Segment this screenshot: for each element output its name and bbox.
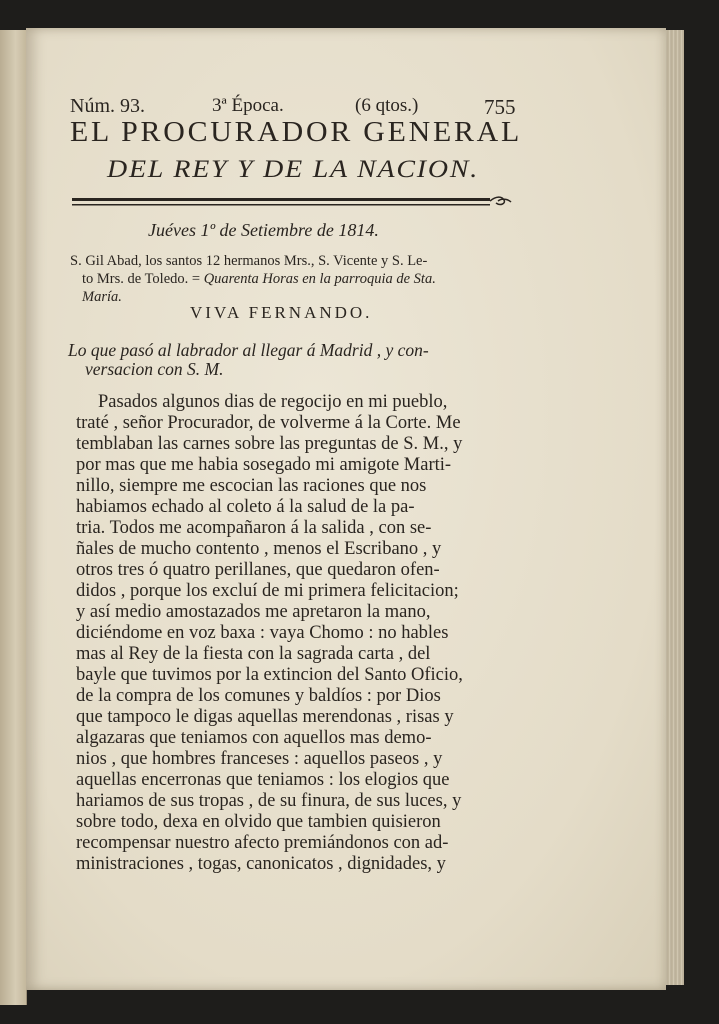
body-line: nillo, siempre me escocian las raciones que nos xyxy=(76,476,427,496)
saints-line-1: S. Gil Abad, los santos 12 hermanos Mrs., S. Vicente y S. Le- xyxy=(70,253,428,269)
body-line: temblaban las carnes sobre las preguntas de S. M., y xyxy=(76,434,463,454)
body-line: y así medio amostazados me apretaron la mano, xyxy=(76,602,431,622)
saints-line-3: María. xyxy=(82,289,122,305)
body-line: habiamos echado al coleto á la salud de la pa- xyxy=(76,497,415,517)
body-line: mas al Rey de la fiesta con la sagrada carta , del xyxy=(76,644,431,664)
body-line: aquellas encerronas que teniamos : los elogios que xyxy=(76,770,450,790)
left-page-edge xyxy=(0,30,27,1005)
saints-line-2 xyxy=(82,270,436,288)
body-line: sobre todo, dexa en olvido que tambien quisieron xyxy=(76,812,441,832)
body-line: Pasados algunos dias de regocijo en mi pueblo, xyxy=(98,392,448,412)
article-heading-line-2: versacion con S. M. xyxy=(85,359,224,379)
issue-number: Núm. 93. xyxy=(70,95,145,117)
body-line: que tampoco le digas aquellas merendonas , risas y xyxy=(76,707,454,727)
motto: VIVA FERNANDO. xyxy=(190,303,373,322)
body-line: algazaras que teniamos con aquellos mas demo- xyxy=(76,728,432,748)
ornamental-rule xyxy=(72,196,512,209)
body-line: recompensar nuestro afecto premiándonos con ad- xyxy=(76,833,449,853)
saints-line-2b: Quarenta Horas en la parroquia de Sta. xyxy=(203,271,436,287)
body-line: diciéndome en voz baxa : vaya Chomo : no hables xyxy=(76,623,449,643)
body-line: hariamos de sus tropas , de su finura, de sus luces, y xyxy=(76,791,462,811)
epoch-label: 3ª Época. xyxy=(212,95,284,116)
body-line: nios , que hombres franceses : aquellos paseos , y xyxy=(76,749,443,769)
masthead-title: EL PROCURADOR GENERAL xyxy=(70,117,522,148)
body-line: ñales de mucho contento , menos el Escribano , y xyxy=(76,539,442,559)
body-line: tria. Todos me acompañaron á la salida , con se- xyxy=(76,518,432,538)
page-number: 755 xyxy=(484,95,516,119)
quarters-label: (6 qtos.) xyxy=(355,95,419,116)
dateline: Juéves 1º de Setiembre de 1814. xyxy=(148,220,379,240)
saints-line-2a: to Mrs. de Toledo. = xyxy=(82,271,204,287)
body-line: bayle que tuvimos por la extincion del Santo Oficio, xyxy=(76,665,463,685)
body-line: didos , porque los excluí de mi primera felicitacion; xyxy=(76,581,459,601)
masthead-subtitle: DEL REY Y DE LA NACION. xyxy=(107,156,480,183)
article-heading-line-1: Lo que pasó al labrador al llegar á Madrid , y con- xyxy=(68,340,429,360)
body-line: de la compra de los comunes y baldíos : por Dios xyxy=(76,686,441,706)
body-line: ministraciones , togas, canonicatos , dignidades, y xyxy=(76,854,446,874)
body-line: por mas que me habia sosegado mi amigote Marti- xyxy=(76,455,452,475)
body-line: traté , señor Procurador, de volverme á la Corte. Me xyxy=(76,413,461,433)
body-line: otros tres ó quatro perillanes, que quedaron ofen- xyxy=(76,560,440,580)
right-page-stack xyxy=(664,30,684,985)
